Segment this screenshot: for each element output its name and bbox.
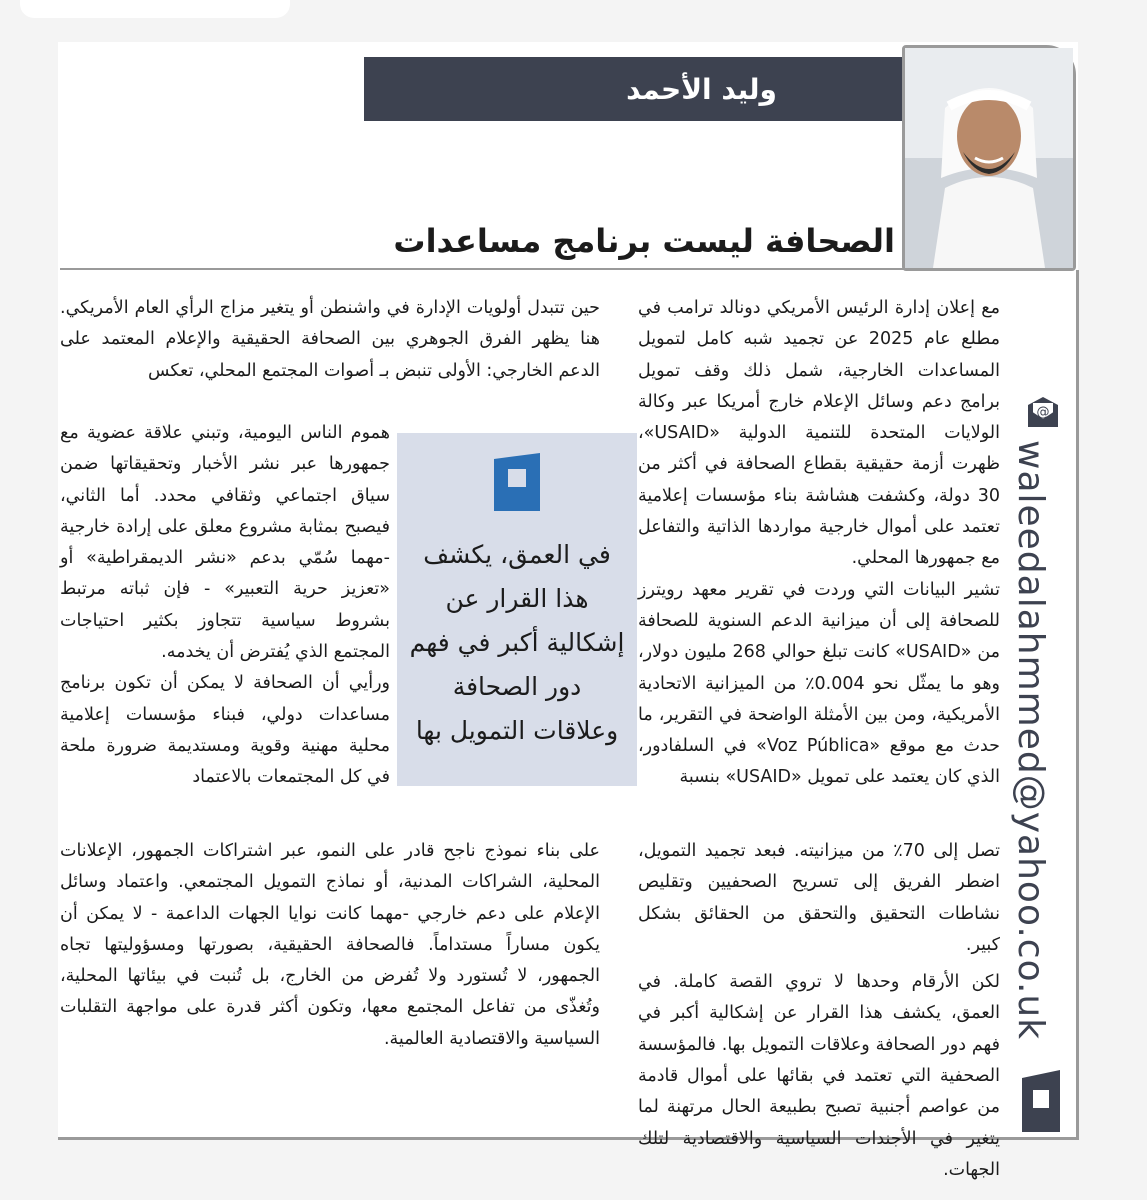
paragraph: ورأيي أن الصحافة لا يمكن أن تكون برنامج مساعدات دولي، فبناء مؤسسات إعلامية محلية مهنية وقوية ومستديمة ضرورة ملحة في كل المجتمعات بالاعتماد bbox=[60, 673, 390, 788]
author-name: وليد الأحمد bbox=[626, 72, 777, 106]
pull-quote bbox=[397, 433, 637, 786]
article-column-left-lower bbox=[60, 418, 390, 794]
paragraph: تشير البيانات التي وردت في تقرير معهد رويترز للصحافة إلى أن ميزانية الدعم السنوية للصحافة من «USAID» كانت تبلغ حوالي 268 مليون دولار، وهو ما يمثّل نحو 0.004٪ من الميزانية الاتحادية الأمريكية، ومن بين الأمثلة الواضحة في التقرير، ما حدث مع موقع «Voz Pública» في السلفادور، الذي كان يعتمد على تمويل «USAID» بنسبة bbox=[638, 579, 1001, 788]
quote-icon bbox=[488, 451, 546, 517]
article-headline: الصحافة ليست برنامج مساعدات bbox=[393, 222, 895, 260]
paragraph: على بناء نموذج ناجح قادر على النمو، عبر اشتراكات الجمهور، الإعلانات المحلية، الشراكات المدنية، أو نماذج التمويل المجتمعي. واعتماد وسائل الإعلام على دعم خارجي -مهما كانت نوايا الجهات الداعمة - لا يمكن أن يكون مساراً مستداماً. فالصحافة الحقيقية، بصورتها ومسؤوليتها تجاه الجمهور، لا تُستورد ولا تُفرض من الخارج، بل تُنبت في بيئاتها المحلية، وتُغذّى من تفاعل المجتمع معها، وتكون أكثر قدرة على مواجهة التقلبات السياسية والاقتصادية العالمية. bbox=[60, 841, 600, 1049]
paragraph: مع إعلان إدارة الرئيس الأمريكي دونالد ترامب في مطلع عام 2025 عن تجميد شبه كامل لتمويل المساعدات الخارجية، شمل ذلك وقف تمويل برامج دعم وسائل الإعلام خارج أمريكا عبر وكالة الولايات المتحدة للتنمية الدولية «USAID»، ظهرت أزمة حقيقية بقطاع الصحافة في أكثر من 30 دولة، وكشفت هشاشة بناء مؤسسات إعلامية تعتمد على أموال خارجية مواردها الذاتية والتفاعل مع جمهورها المحلي. bbox=[638, 298, 1001, 569]
publication-logo-icon bbox=[1018, 1068, 1064, 1134]
paragraph: تصل إلى 70٪ من ميزانيته. فبعد تجميد التمويل، اضطر الفريق إلى تسريح الصحفيين وتقليص نشاطات التحقيق والتحقق من الحقائق بشكل كبير. bbox=[638, 841, 1000, 955]
article-bottom-left bbox=[60, 836, 600, 1055]
frame-right-rule bbox=[1076, 270, 1079, 1140]
author-portrait-illustration bbox=[905, 48, 1073, 268]
headline-rule bbox=[60, 268, 905, 270]
article-column-left bbox=[60, 293, 600, 387]
article-bottom-right bbox=[638, 836, 1000, 1186]
author-photo bbox=[902, 45, 1076, 271]
paragraph: هموم الناس اليومية، وتبني علاقة عضوية مع جمهورها عبر نشر الأخبار وتحقيقاتها ضمن سياق اجتماعي وثقافي محدد. أما الثاني، فيصبح بمثابة مشروع معلق على إرادة خارجية -مهما سُمّي بدعم «نشر الديمقراطية» أو «تعزيز حرية التعبير» - فإن ثباته مرتبط بشروط سياسية تتجاوز بكثير احتياجات المجتمع الذي يُفترض أن يخدمه. bbox=[60, 423, 390, 663]
author-email: waleedalahmmed@yahoo.co.uk bbox=[1010, 440, 1051, 1041]
author-name-bar bbox=[364, 57, 919, 121]
article-column-right bbox=[638, 293, 1000, 794]
paragraph: حين تتبدل أولويات الإدارة في واشنطن أو يتغير مزاج الرأي العام الأمريكي. هنا يظهر الفرق الجوهري بين الصحافة الحقيقية والإعلام المعتمد على الدعم الخارجي: الأولى تنبض بـ أصوات المجتمع المحلي، تعكس bbox=[60, 298, 600, 381]
svg-text:@: @ bbox=[1036, 405, 1050, 420]
paragraph: لكن الأرقام وحدها لا تروي القصة كاملة. في العمق، يكشف هذا القرار عن إشكالية أكبر في فهم دور الصحافة وعلاقات التمويل بها. فالمؤسسة الصحفية التي تعتمد في بقائها على أموال قادمة من عواصم أجنبية تصبح بطبيعة الحال مرتهنة لما يتغير في الأجندات السياسية والاقتصادية لتلك الجهات. bbox=[638, 972, 1000, 1180]
top-tab-decoration bbox=[20, 0, 290, 18]
email-icon bbox=[1025, 395, 1061, 431]
pull-quote-text: في العمق، يكشف هذا القرار عن إشكالية أكبر في فهم دور الصحافة وعلاقات التمويل بها bbox=[409, 540, 625, 745]
